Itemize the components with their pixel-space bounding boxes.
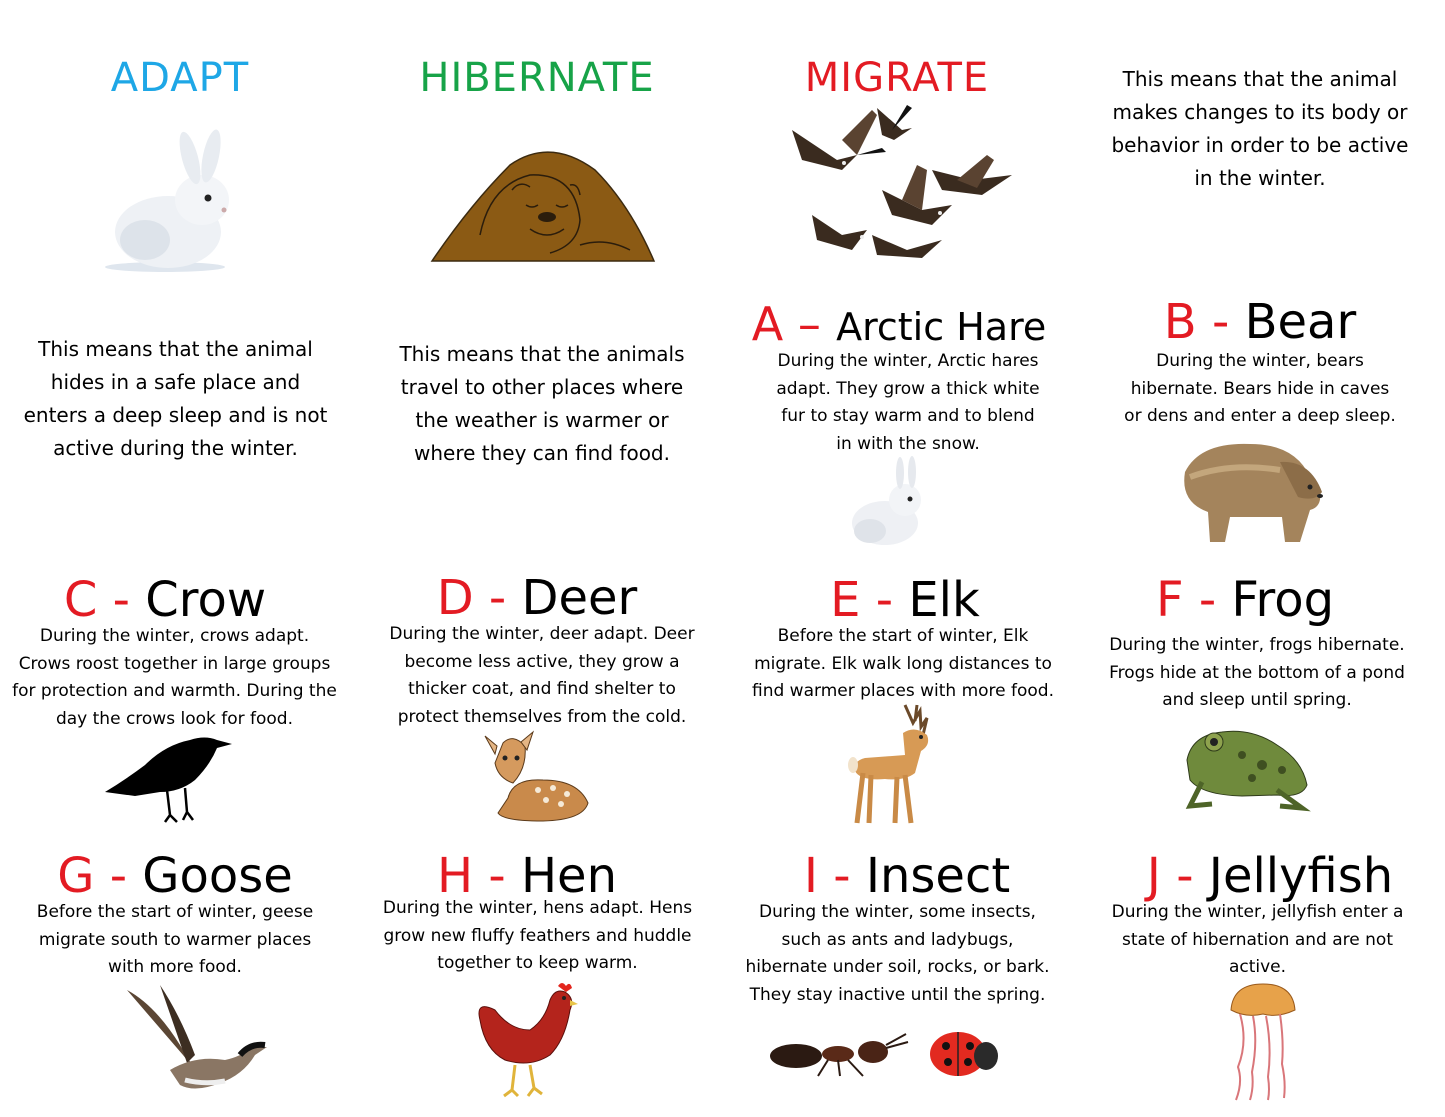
goose-picture bbox=[125, 985, 270, 1100]
card-j-letter: J - bbox=[1146, 848, 1194, 904]
card-i-text: During the winter, some insects, such as ants and ladybugs, hibernate under soil, rocks, or bark. They stay inactive until the spring. bbox=[745, 902, 1050, 1005]
fawn-picture bbox=[483, 728, 591, 823]
card-a-heading bbox=[745, 296, 1053, 352]
card-d-letter: D - bbox=[436, 570, 507, 626]
card-i-name: Insect bbox=[865, 848, 1011, 904]
card-j-text: During the winter, jellyfish enter a state of hibernation and are not active. bbox=[1111, 902, 1404, 977]
card-d-text: During the winter, deer adapt. Deer become less active, they grow a thicker coat, and find shelter to protect themselves from the cold. bbox=[389, 624, 695, 727]
card-i-heading bbox=[762, 848, 1052, 904]
card-a-text: During the winter, Arctic hares adapt. They grow a thick white fur to stay warm and to blend in with the snow. bbox=[776, 351, 1040, 454]
card-b-letter: B - bbox=[1163, 294, 1230, 350]
flying-geese-picture bbox=[782, 100, 1017, 260]
card-c-heading bbox=[20, 572, 310, 628]
sleeping-bear-cave-picture bbox=[430, 145, 656, 263]
elk-picture bbox=[835, 703, 947, 825]
term-adapt-title: ADAPT bbox=[110, 55, 250, 101]
ladybug-picture bbox=[928, 1028, 1000, 1078]
card-a-name: Arctic Hare bbox=[836, 305, 1047, 349]
card-f-text: During the winter, frogs hibernate. Frogs hide at the bottom of a pond and sleep until spring. bbox=[1109, 635, 1405, 710]
card-d-heading bbox=[392, 570, 682, 626]
card-j-name: Jellyfish bbox=[1208, 848, 1394, 904]
term-migrate-title: MIGRATE bbox=[804, 55, 990, 101]
card-f-letter: F - bbox=[1155, 572, 1217, 628]
card-j-heading bbox=[1120, 848, 1420, 904]
card-a-letter: A – bbox=[751, 297, 821, 351]
card-e-text: Before the start of winter, Elk migrate. Elk walk long distances to find warmer places with more food. bbox=[752, 626, 1054, 701]
migrate-definition: This means that the animals travel to other places where the weather is warmer or where they can find food. bbox=[399, 342, 685, 465]
card-d-name: Deer bbox=[521, 570, 638, 626]
hibernate-definition: This means that the animal hides in a safe place and enters a deep sleep and is not active during the winter. bbox=[23, 337, 328, 460]
card-c-name: Crow bbox=[145, 572, 267, 628]
card-b-name: Bear bbox=[1244, 294, 1357, 350]
hen-picture bbox=[470, 980, 580, 1100]
card-h-name: Hen bbox=[520, 848, 617, 904]
card-c-text: During the winter, crows adapt. Crows roost together in large groups for protection and warmth. During the day the crows look for food. bbox=[12, 626, 337, 729]
card-g-name: Goose bbox=[142, 848, 293, 904]
arctic-hare-picture bbox=[850, 455, 930, 547]
card-f-name: Frog bbox=[1231, 572, 1335, 628]
jellyfish-picture bbox=[1228, 982, 1298, 1102]
ant-picture bbox=[768, 1030, 908, 1078]
card-h-text: During the winter, hens adapt. Hens grow new fluffy feathers and huddle together to keep warm. bbox=[382, 898, 693, 973]
card-g-text: Before the start of winter, geese migrate south to warmer places with more food. bbox=[36, 902, 314, 977]
term-hibernate-title: HIBERNATE bbox=[419, 55, 655, 101]
adapt-definition: This means that the animal makes changes to its body or behavior in order to be active in the winter. bbox=[1111, 67, 1409, 190]
crow-picture bbox=[105, 730, 233, 825]
snow-hare-picture bbox=[110, 128, 250, 270]
card-e-name: Elk bbox=[908, 572, 980, 628]
frog-picture bbox=[1182, 720, 1312, 810]
card-e-letter: E - bbox=[830, 572, 894, 628]
card-g-heading bbox=[30, 848, 320, 904]
card-b-text: During the winter, bears hibernate. Bears hide in caves or dens and enter a deep sleep. bbox=[1124, 351, 1396, 426]
card-h-letter: H - bbox=[437, 848, 506, 904]
bear-picture bbox=[1170, 432, 1325, 544]
card-i-letter: I - bbox=[803, 848, 851, 904]
card-b-heading bbox=[1105, 294, 1415, 350]
card-e-heading bbox=[760, 572, 1050, 628]
card-c-letter: C - bbox=[63, 572, 130, 628]
card-f-heading bbox=[1095, 572, 1395, 628]
card-g-letter: G - bbox=[57, 848, 128, 904]
